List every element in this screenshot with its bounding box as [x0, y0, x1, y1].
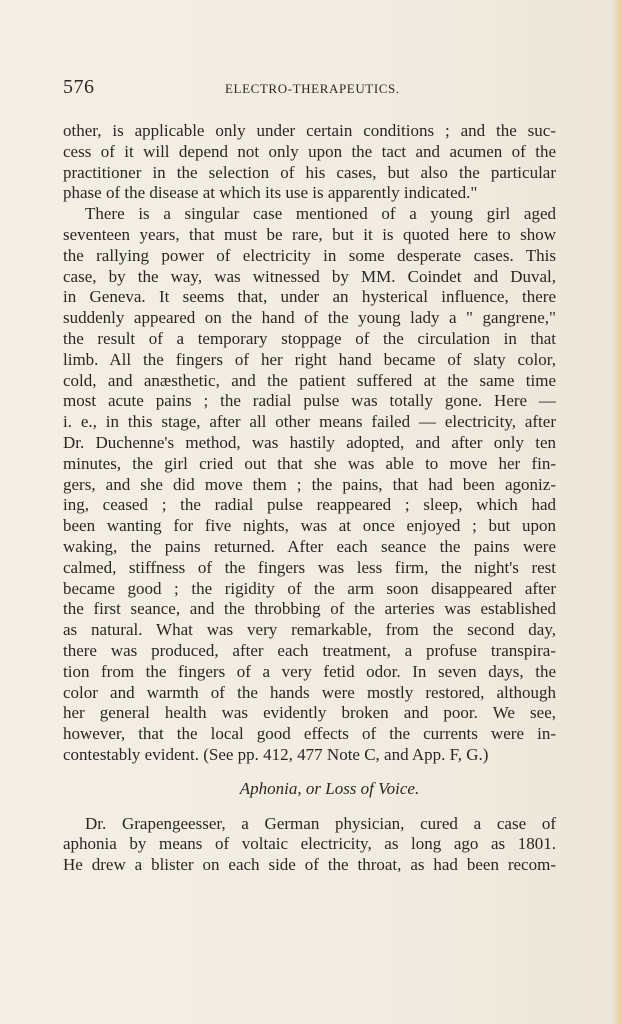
- heading-word: of: [360, 778, 374, 798]
- text-line: as natural. What was very remarkable, from the second day,: [63, 620, 556, 640]
- text-line: the result of a temporary stoppage of the circulation in that: [63, 328, 556, 348]
- text-line: practitioner in the selection of his cases, but also the particular: [63, 162, 556, 182]
- text-line: her general health was evidently broken and poor. We see,: [63, 703, 556, 723]
- text-line: gers, and she did move them ; the pains, that had been agoniz-: [63, 474, 556, 494]
- text-line: calmed, stiffness of the fingers was less firm, the night's rest: [63, 557, 556, 577]
- text-line: been wanting for five nights, was at once enjoyed ; but upon: [63, 516, 556, 536]
- body-text: [63, 121, 556, 876]
- text-line: Dr. Duchenne's method, was hastily adopted, and after only ten: [63, 432, 556, 452]
- text-line: the rallying power of electricity in some desperate cases. This: [63, 245, 556, 265]
- text-line: the first seance, and the throbbing of the arteries was established: [63, 599, 556, 619]
- text-line: seventeen years, that must be rare, but it is quoted here to show: [63, 224, 556, 244]
- text-line: there was produced, after each treatment, a profuse transpira-: [63, 640, 556, 660]
- paragraph-1: [63, 121, 556, 204]
- heading-word: Aphonia,: [239, 778, 302, 798]
- page-edge-shadow: [611, 0, 621, 1024]
- text-line: ing, ceased ; the radial pulse reappeared ; sleep, which had: [63, 495, 556, 515]
- text-line: suddenly appeared on the hand of the young lady a " gangrene,": [63, 308, 556, 328]
- text-line: however, that the local good effects of the currents were in-: [63, 724, 556, 744]
- text-line: most acute pains ; the radial pulse was totally gone. Here —: [63, 391, 556, 411]
- text-line: aphonia by means of voltaic electricity, as long ago as 1801.: [63, 834, 556, 854]
- text-line: cold, and anæsthetic, and the patient suffered at the same time: [63, 370, 556, 390]
- text-line: tion from the fingers of a very fetid odor. In seven days, the: [63, 661, 556, 681]
- text-line: i. e., in this stage, after all other means failed — electricity, after: [63, 412, 556, 432]
- text-line: He drew a blister on each side of the throat, as had been recom-: [63, 855, 556, 875]
- text-line: in Geneva. It seems that, under an hysterical influence, there: [63, 287, 556, 307]
- text-line: case, by the way, was witnessed by MM. Coindet and Duval,: [63, 266, 556, 286]
- text-line: minutes, the girl cried out that she was able to move her fin-: [63, 453, 556, 473]
- text-line: waking, the pains returned. After each seance the pains were: [63, 536, 556, 556]
- text-line: Dr. Grapengeesser, a German physician, cured a case of: [85, 813, 556, 833]
- text-line: contestably evident. (See pp. 412, 477 Note C, and App. F, G.): [63, 744, 489, 764]
- heading-word: or: [305, 778, 321, 798]
- paragraph-2: [63, 204, 556, 766]
- section-heading: [63, 779, 556, 800]
- text-line: limb. All the fingers of her right hand became of slaty color,: [63, 349, 556, 369]
- page-header: [63, 76, 563, 100]
- text-line: color and warmth of the hands were mostly restored, although: [63, 682, 556, 702]
- page-number: 576: [63, 76, 95, 98]
- text-line: other, is applicable only under certain conditions ; and the suc-: [63, 121, 556, 140]
- text-line: phase of the disease at which its use is apparently indicated.": [63, 183, 478, 203]
- running-head: ELECTRO-THERAPEUTICS.: [225, 81, 400, 96]
- heading-word: Loss: [325, 778, 357, 798]
- heading-word: Voice.: [378, 778, 420, 798]
- text-line: became good ; the rigidity of the arm soon disappeared after: [63, 578, 556, 598]
- paragraph-3: [63, 814, 556, 876]
- text-line: There is a singular case mentioned of a young girl aged: [85, 204, 556, 224]
- text-line: cess of it will depend not only upon the tact and acumen of the: [63, 141, 556, 161]
